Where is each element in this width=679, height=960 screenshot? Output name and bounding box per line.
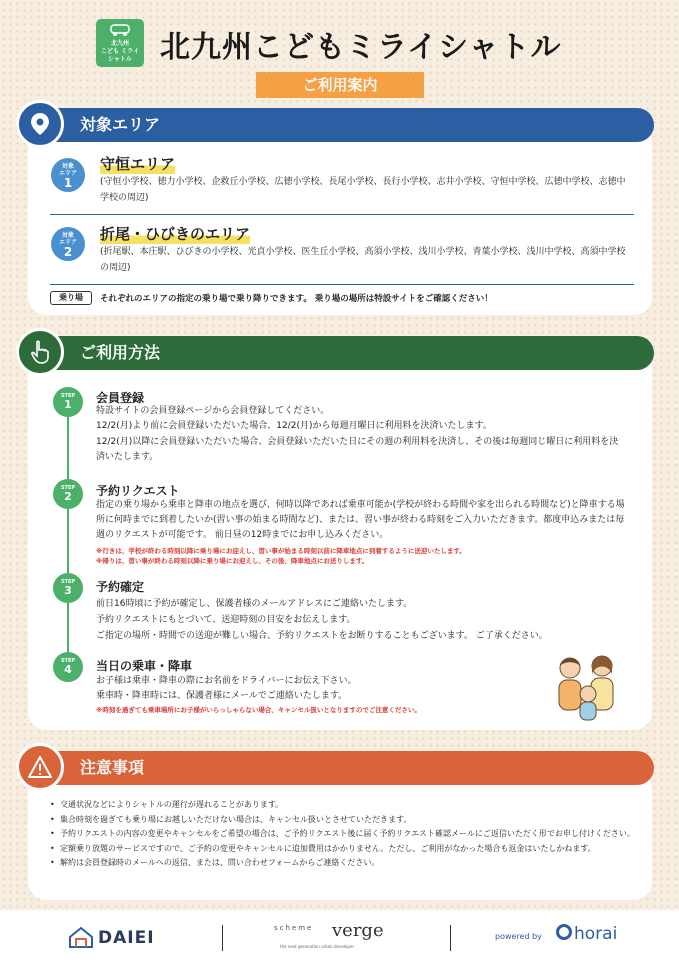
family-illustration [548, 650, 628, 729]
step-2-badge [53, 479, 83, 509]
area-heading-bar [16, 108, 654, 142]
area-2-badge [51, 227, 85, 261]
step-4-line-1: お子様は乗車・降車の際にお名前をドライバーにお伝え下さい。 [96, 676, 357, 686]
step-3-num: 3 [64, 584, 72, 597]
area-2-title: 折尾・ひびきのエリア [100, 225, 251, 243]
step-2-note-1: ※行きは、学校が終わる時刻以降に乗り場にお迎えし、習い事が始まる時刻以前に降車地点に到着するように送迎いたします。 [96, 547, 466, 555]
area-1-title: 守恒エリア [100, 155, 176, 173]
step-4-line-2: 乗車時・降車時には、保護者様にメールでご連絡いたします。 [96, 691, 348, 701]
step-1-label: STEP [60, 393, 76, 399]
step-4-title: 当日の乗車・降車 [96, 659, 193, 673]
step-4-badge [53, 652, 83, 682]
warning-icon [16, 743, 64, 791]
pickup-text: それぞれのエリアの指定の乗り場で乗り降りできます。 乗り場の場所は特設サイトをご確認ください！ [100, 294, 493, 304]
step-1-title: 会員登録 [96, 391, 145, 405]
step-1-badge [53, 387, 83, 417]
caution-heading: 注意事項 [80, 758, 145, 777]
area-1-badge-top: 対象 [61, 163, 74, 170]
area-1-badge-num: 1 [63, 176, 73, 190]
step-2-label: STEP [60, 485, 76, 491]
hand-pointer-icon [16, 328, 64, 376]
step-3-badge [53, 573, 83, 603]
caution-list [50, 798, 650, 871]
area-1-badge-mid: エリア [58, 170, 77, 177]
step-2-num: 2 [64, 490, 72, 503]
horai-text: horai [574, 924, 618, 944]
caution-item-5: • 解約は会員登録時のメールへの返信、または、問い合わせフォームからご連絡ください。 [50, 856, 650, 871]
step-4-num: 4 [64, 663, 72, 676]
step-2-title: 予約リクエスト [96, 484, 180, 498]
daiei-house-icon [68, 926, 94, 952]
shuttle-car-icon [96, 23, 144, 40]
caution-item-3: • 予約リクエストの内容の変更やキャンセルをご希望の場合は、ご予約リクエスト後に届く予約リクエスト確認メールにご返信いただく形でお申し付けください。 [50, 827, 650, 842]
logo-line-2: こども ミライ [101, 48, 139, 55]
verge-text: verge [332, 920, 384, 941]
area-2-badge-num: 2 [63, 245, 73, 259]
shuttle-logo [96, 19, 144, 67]
step-3-title: 予約確定 [96, 580, 145, 594]
page-title: 北九州こどもミライシャトル [160, 30, 562, 65]
step-3-line-1: 前日16時頃に予約が確定し、保護者様のメールアドレスにご連絡いたします。 [96, 599, 413, 609]
step-3-line-3: ご指定の場所・時間での送迎が難しい場合、予約リクエストをお断りすることもございます。 ご了承ください。 [96, 631, 548, 641]
step-2-line-1: 指定の乗り場から乗車と降車の地点を選び、何時以降であれば乗車可能か(学校が終わる時間や家を出られる時間など)と降車する場所に何時までに到着したいか(習い事の始まる時間など)、または、習い事が終わる時刻をご入力いただきます。都度申込みまたは毎週のリクエストが可能です。 前日昼の12時までにお申し込みください。 [96, 500, 625, 540]
area-divider-2 [50, 284, 634, 285]
caution-heading-bar [16, 751, 654, 785]
area-heading: 対象エリア [80, 115, 161, 134]
page-subtitle: ご利用案内 [266, 72, 414, 98]
caution-item-1: • 交通状況などによりシャトルの運行が遅れることがあります。 [50, 798, 650, 813]
step-2-note-2: ※帰りは、習い事が終わる時刻以降に乗り場にお迎えし、その後、降車地点にお送りします。 [96, 557, 369, 565]
footer-separator-1 [222, 925, 223, 951]
step-3-line-2: 予約リクエストにもとづいて、送迎時刻の目安をお伝えします。 [96, 615, 356, 625]
daiei-logo-text: DAIEI [98, 928, 155, 948]
step-1-line-2: 12/2(月)より前に会員登録いただいた場合、12/2(月)から毎週月曜日に利用料を決済いたします。 [96, 421, 492, 431]
area-2-badge-top: 対象 [61, 232, 74, 239]
logo-line-1: 北九州 [110, 40, 129, 47]
caution-item-4: • 定額乗り放題のサービスですので、ご予約の変更やキャンセルに追加費用はかかりません。ただし、ご利用がなかった場合も返金はいたしかねます。 [50, 842, 650, 857]
area-2-description: (折尾駅、本庄駅、ひびきの小学校、光貞小学校、医生丘小学校、高須小学校、浅川小学校、青葉小学校、浅川中学校、高須中学校の周辺) [100, 247, 626, 273]
step-1-line-3: 12/2(月)以降に会員登録いただいた場合、会員登録いただいた日にその週の利用料を決済し、その後は毎週同じ曜日に利用料を決済いたします。 [96, 437, 619, 462]
logo-line-3: シャトル [108, 56, 132, 63]
usage-heading-bar [16, 336, 654, 370]
area-2-badge-mid: エリア [58, 239, 77, 246]
pickup-label: 乗り場 [50, 291, 92, 305]
horai-logo-icon [556, 924, 572, 940]
scheme-text: scheme [274, 924, 314, 932]
area-1-description: (守恒小学校、徳力小学校、企救丘小学校、広徳小学校、長尾小学校、長行小学校、志井小学校、守恒中学校、広徳中学校、志徳中学校の周辺) [100, 177, 626, 203]
verge-tagline: the next generation urban developer [280, 944, 355, 949]
powered-by-text: powered by [495, 932, 542, 941]
step-1-line-1: 特設サイトの会員登録ページから会員登録してください。 [96, 406, 330, 416]
area-1-badge [51, 158, 85, 192]
step-4-label: STEP [60, 658, 76, 664]
location-pin-icon [16, 100, 64, 148]
step-1-num: 1 [64, 398, 72, 411]
step-3-label: STEP [60, 579, 76, 585]
area-divider-1 [50, 214, 634, 215]
caution-item-2: • 集合時刻を過ぎても乗り場にお越しいただけない場合は、キャンセル扱いとさせていただきます。 [50, 813, 650, 828]
step-4-note-1: ※時刻を過ぎても乗車場所にお子様がいらっしゃらない場合、キャンセル扱いとなりますのでご注意ください。 [96, 706, 421, 714]
footer-separator-2 [450, 925, 451, 951]
usage-heading: ご利用方法 [80, 343, 161, 362]
steps-timeline [67, 400, 69, 680]
